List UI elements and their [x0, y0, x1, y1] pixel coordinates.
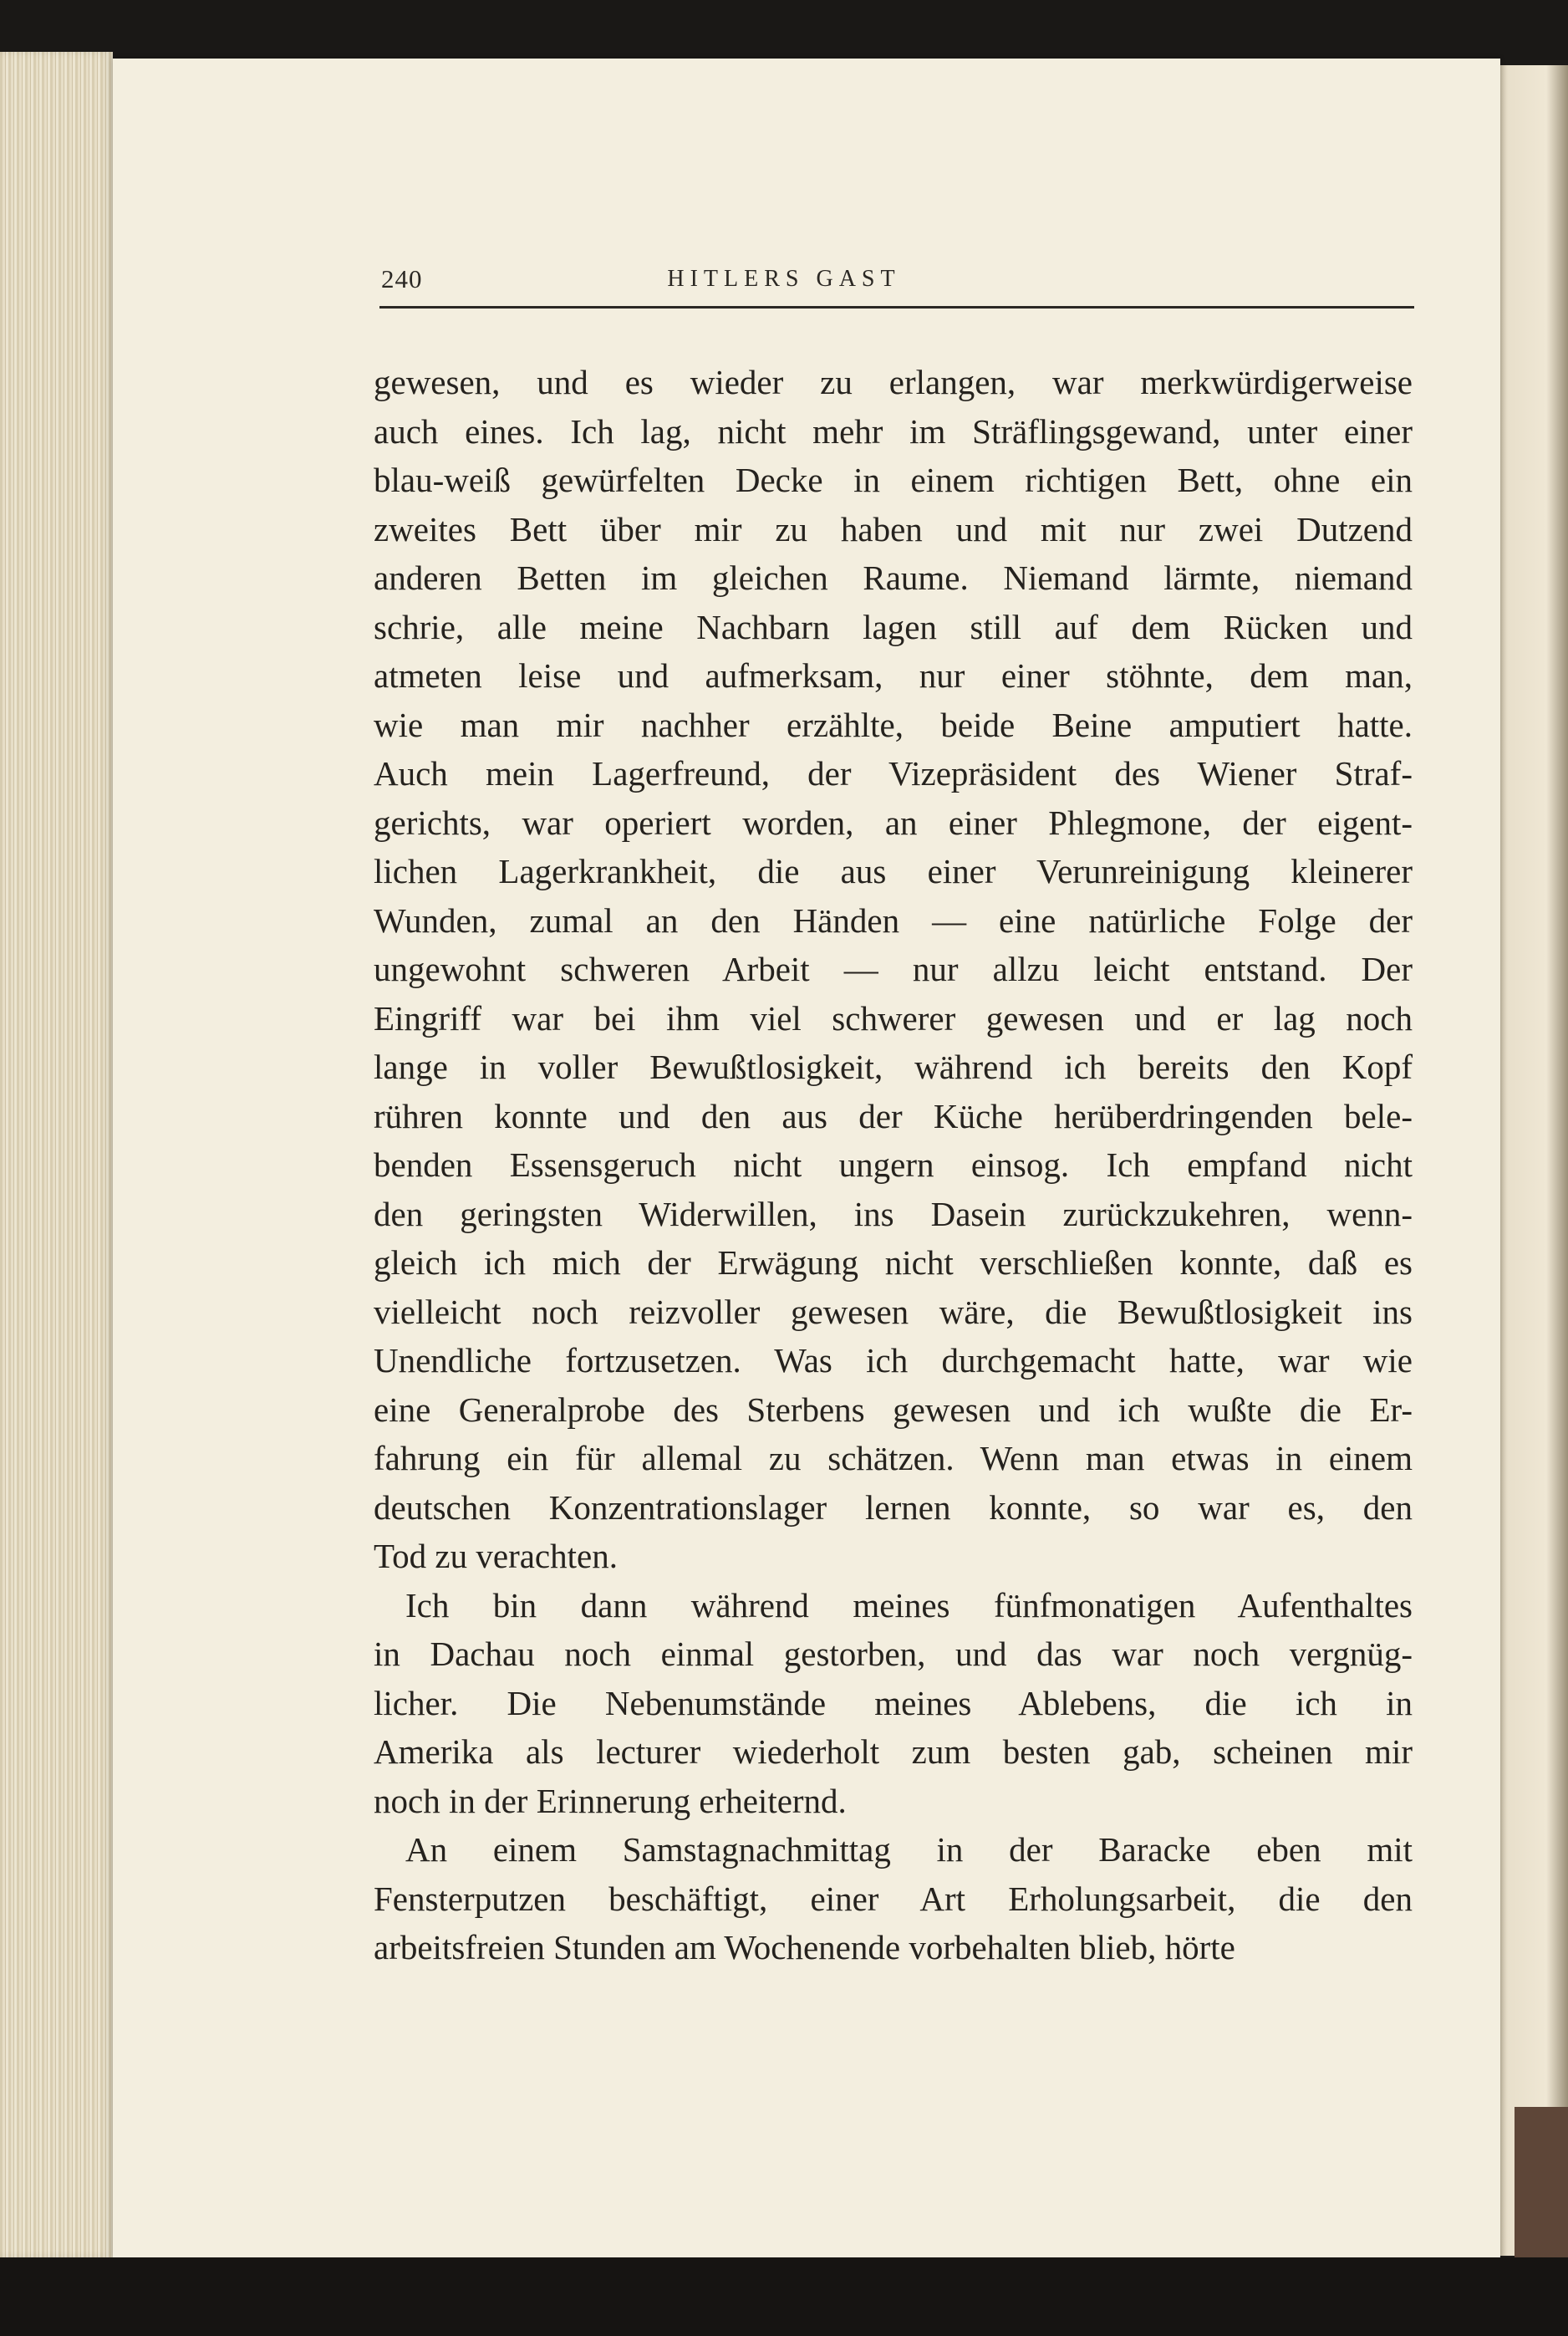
text-line: noch in der Erinnerung erheiternd. — [374, 1781, 847, 1820]
text-line: gewesen, und es wieder zu erlangen, war merkwürdigerweise — [374, 363, 1413, 401]
text-line: blau-weiß gewürfelten Decke in einem richtigen Bett, ohne ein — [374, 461, 1413, 499]
text-line: Auch mein Lagerfreund, der Vizepräsident des Wiener Straf- — [374, 754, 1413, 793]
text-line: gerichts, war operiert worden, an einer Phlegmone, der eigent- — [374, 803, 1413, 842]
text-line: lange in voller Bewußtlosigkeit, während ich bereits den Kopf — [374, 1048, 1413, 1086]
text-line: licher. Die Nebenumstände meines Ablebens, die ich in — [374, 1683, 1413, 1722]
text-line: Wunden, zumal an den Händen — eine natürliche Folge der — [374, 900, 1413, 940]
text-line: zweites Bett über mir zu haben und mit nur zwei Dutzend — [374, 509, 1413, 548]
running-head-title: HITLERS GAST — [667, 266, 901, 292]
text-line: vielleicht noch reizvoller gewesen wäre, die Bewußtlosigkeit ins — [374, 1292, 1413, 1331]
text-line: fahrung ein für allemal zu schätzen. Wenn man etwas in einem — [374, 1439, 1413, 1477]
text-line: deutschen Konzentrationslager lernen konnte, so war es, den — [374, 1487, 1413, 1527]
text-line: wie man mir nachher erzählte, beide Beine amputiert hatte. — [374, 705, 1413, 744]
paragraph — [374, 1581, 1413, 1826]
paragraph — [374, 1825, 1413, 1972]
text-line: Ich bin dann während meines fünfmonatigen Aufenthaltes — [405, 1585, 1413, 1624]
text-line: Tod zu verachten. — [374, 1537, 618, 1575]
running-head — [267, 264, 1414, 306]
paragraph — [374, 358, 1413, 1581]
text-line: anderen Betten im gleichen Raume. Niemand lärmte, niemand — [374, 558, 1413, 597]
scan-background-bottom — [0, 2257, 1568, 2336]
text-line: schrie, alle meine Nachbarn lagen still auf dem Rücken und — [374, 607, 1413, 646]
body-text — [374, 358, 1413, 1972]
text-line: An einem Samstagnachmittag in der Baracke eben mit — [405, 1830, 1413, 1869]
text-line: Amerika als lecturer wiederholt zum besten gab, scheinen mir — [374, 1732, 1413, 1771]
book-cover-edge — [1515, 2107, 1568, 2257]
text-line: Fensterputzen beschäftigt, einer Art Erholungsarbeit, die den — [374, 1879, 1413, 1918]
text-line: lichen Lagerkrankheit, die aus einer Verunreinigung kleinerer — [374, 852, 1413, 890]
text-line: arbeitsfreien Stunden am Wochenende vorbehalten blieb, hörte — [374, 1928, 1235, 1966]
text-line: Eingriff war bei ihm viel schwerer gewesen und er lag noch — [374, 998, 1413, 1038]
scan-background-top — [0, 0, 1568, 60]
page-number: 240 — [381, 264, 423, 293]
text-line: Unendliche fortzusetzen. Was ich durchgemacht hatte, war wie — [374, 1341, 1413, 1380]
text-line: eine Generalprobe des Sterbens gewesen und ich wußte die Er- — [374, 1390, 1413, 1429]
text-line: atmeten leise und aufmerksam, nur einer stöhnte, dem man, — [374, 656, 1413, 695]
facing-page-edge — [1496, 65, 1568, 2256]
text-line: auch eines. Ich lag, nicht mehr im Sträflingsgewand, unter einer — [374, 411, 1413, 451]
text-line: in Dachau noch einmal gestorben, und das war noch vergnüg- — [374, 1635, 1413, 1673]
stacked-page-edges — [0, 52, 113, 2257]
text-line: ungewohnt schweren Arbeit — nur allzu leicht entstand. Der — [374, 950, 1413, 988]
text-line: gleich ich mich der Erwägung nicht verschließen konnte, daß es — [374, 1243, 1413, 1282]
text-line: den geringsten Widerwillen, ins Dasein zurückzukehren, wenn- — [374, 1194, 1413, 1233]
running-head-rule — [379, 306, 1414, 309]
text-line: benden Essensgeruch nicht ungern einsog. Ich empfand nicht — [374, 1145, 1413, 1184]
text-line: rühren konnte und den aus der Küche herüberdringenden bele- — [374, 1096, 1413, 1135]
